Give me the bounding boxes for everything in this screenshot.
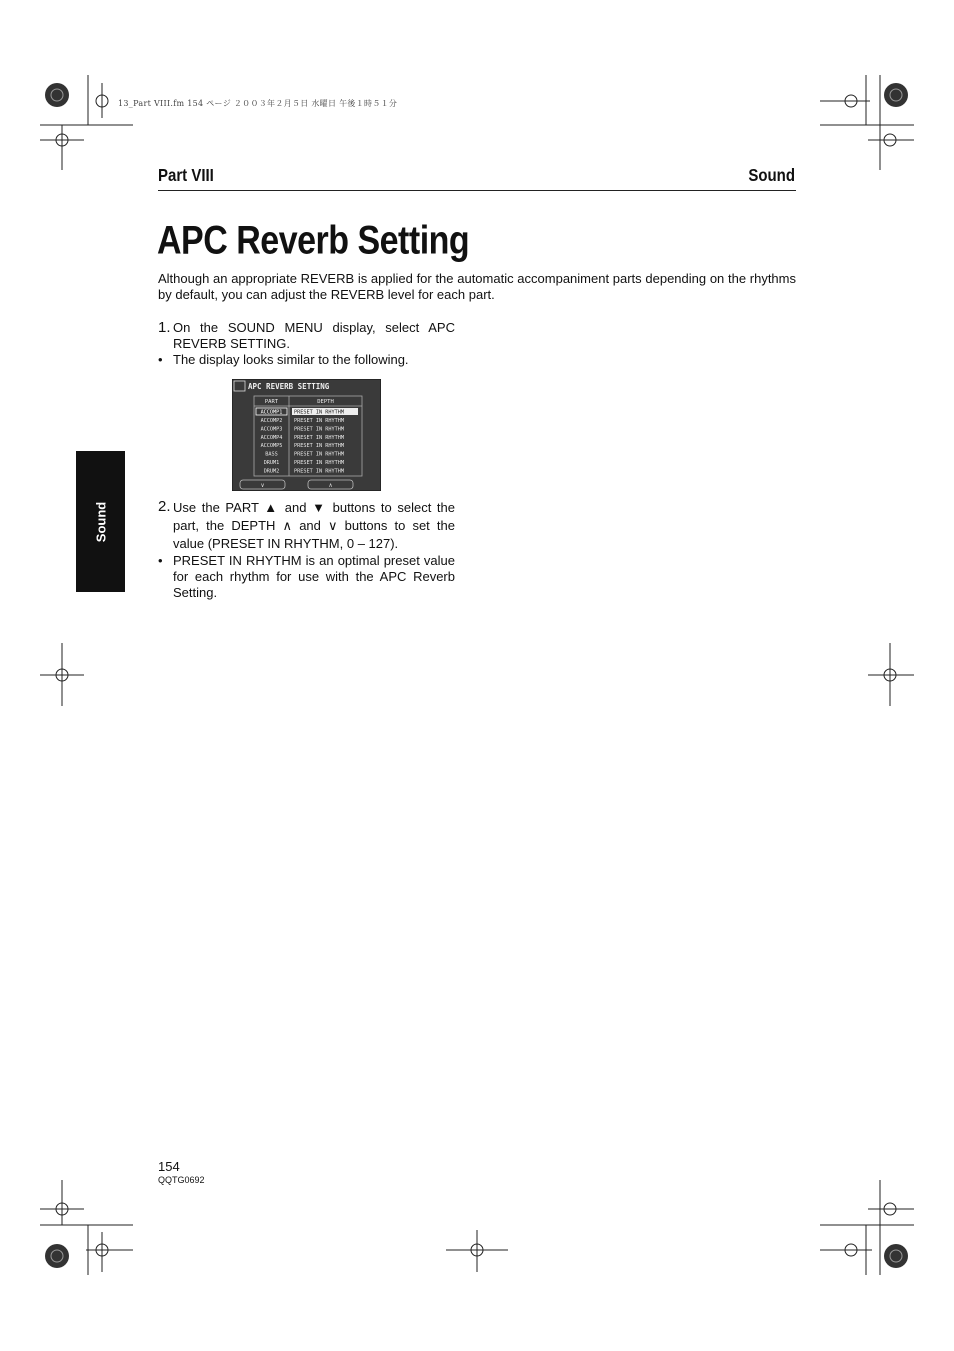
- header-part: Part VIII: [158, 166, 214, 186]
- header-section: Sound: [748, 166, 795, 186]
- bullet-text: PRESET IN RHYTHM is an optimal preset value for each rhythm for use with the APC Reverb Setting.: [173, 553, 455, 600]
- row-part-label: DRUM2: [263, 468, 280, 475]
- col-part-header: PART: [264, 399, 279, 405]
- step-text: On the SOUND MENU display, select APC REVERB SETTING.: [173, 320, 455, 351]
- row-depth-value: PRESET IN RHYTHM: [294, 451, 344, 458]
- page-title: APC Reverb Setting: [157, 218, 470, 263]
- row-part-label: BASS: [265, 451, 278, 458]
- file-stamp: 13_Part VIII.fm 154 ページ ２００３年２月５日 水曜日 午後１時５１分: [118, 99, 398, 108]
- document-code: QQTG0692: [158, 1175, 205, 1185]
- header-rule: [158, 190, 796, 191]
- step-number: 1.: [158, 319, 171, 336]
- display-title: APC REVERB SETTING: [248, 382, 330, 391]
- intro-paragraph: Although an appropriate REVERB is applied for the automatic accompaniment parts depending on the rhythms by default, you can adjust the REVERB level for each part.: [158, 271, 796, 302]
- side-tab: [76, 451, 125, 592]
- step-1: [158, 320, 455, 368]
- row-depth-value: PRESET IN RHYTHM: [294, 468, 344, 475]
- row-depth-value: PRESET IN RHYTHM: [294, 409, 344, 416]
- page-number: 154: [158, 1159, 180, 1174]
- side-tab-label: Sound: [93, 501, 108, 542]
- bullet-icon: •: [158, 352, 163, 367]
- row-part-label: ACCOMP1: [260, 409, 283, 416]
- row-part-label: ACCOMP2: [260, 418, 283, 424]
- bullet-text: The display looks similar to the following.: [173, 352, 409, 367]
- row-depth-value: PRESET IN RHYTHM: [294, 434, 344, 441]
- depth-down-icon: ∨: [260, 482, 265, 489]
- row-depth-value: PRESET IN RHYTHM: [294, 418, 344, 424]
- row-part-label: ACCOMP5: [260, 443, 283, 450]
- depth-up-icon: ∧: [328, 482, 333, 489]
- row-depth-value: PRESET IN RHYTHM: [294, 443, 344, 450]
- col-depth-header: DEPTH: [317, 399, 334, 405]
- step-text: Use the PART ▲ and ▼ buttons to select the part, the DEPTH ∧ and ∨ buttons to set the value (PRESET IN RHYTHM, 0 – 127).: [173, 500, 455, 551]
- row-depth-value: PRESET IN RHYTHM: [294, 426, 344, 433]
- bullet-icon: •: [158, 553, 163, 568]
- row-part-label: ACCOMP3: [260, 426, 283, 433]
- row-depth-value: PRESET IN RHYTHM: [294, 460, 344, 466]
- step-2: [158, 499, 455, 601]
- step-number: 2.: [158, 498, 171, 515]
- row-part-label: DRUM1: [263, 460, 280, 466]
- row-part-label: ACCOMP4: [260, 434, 283, 441]
- lcd-display: [232, 379, 381, 491]
